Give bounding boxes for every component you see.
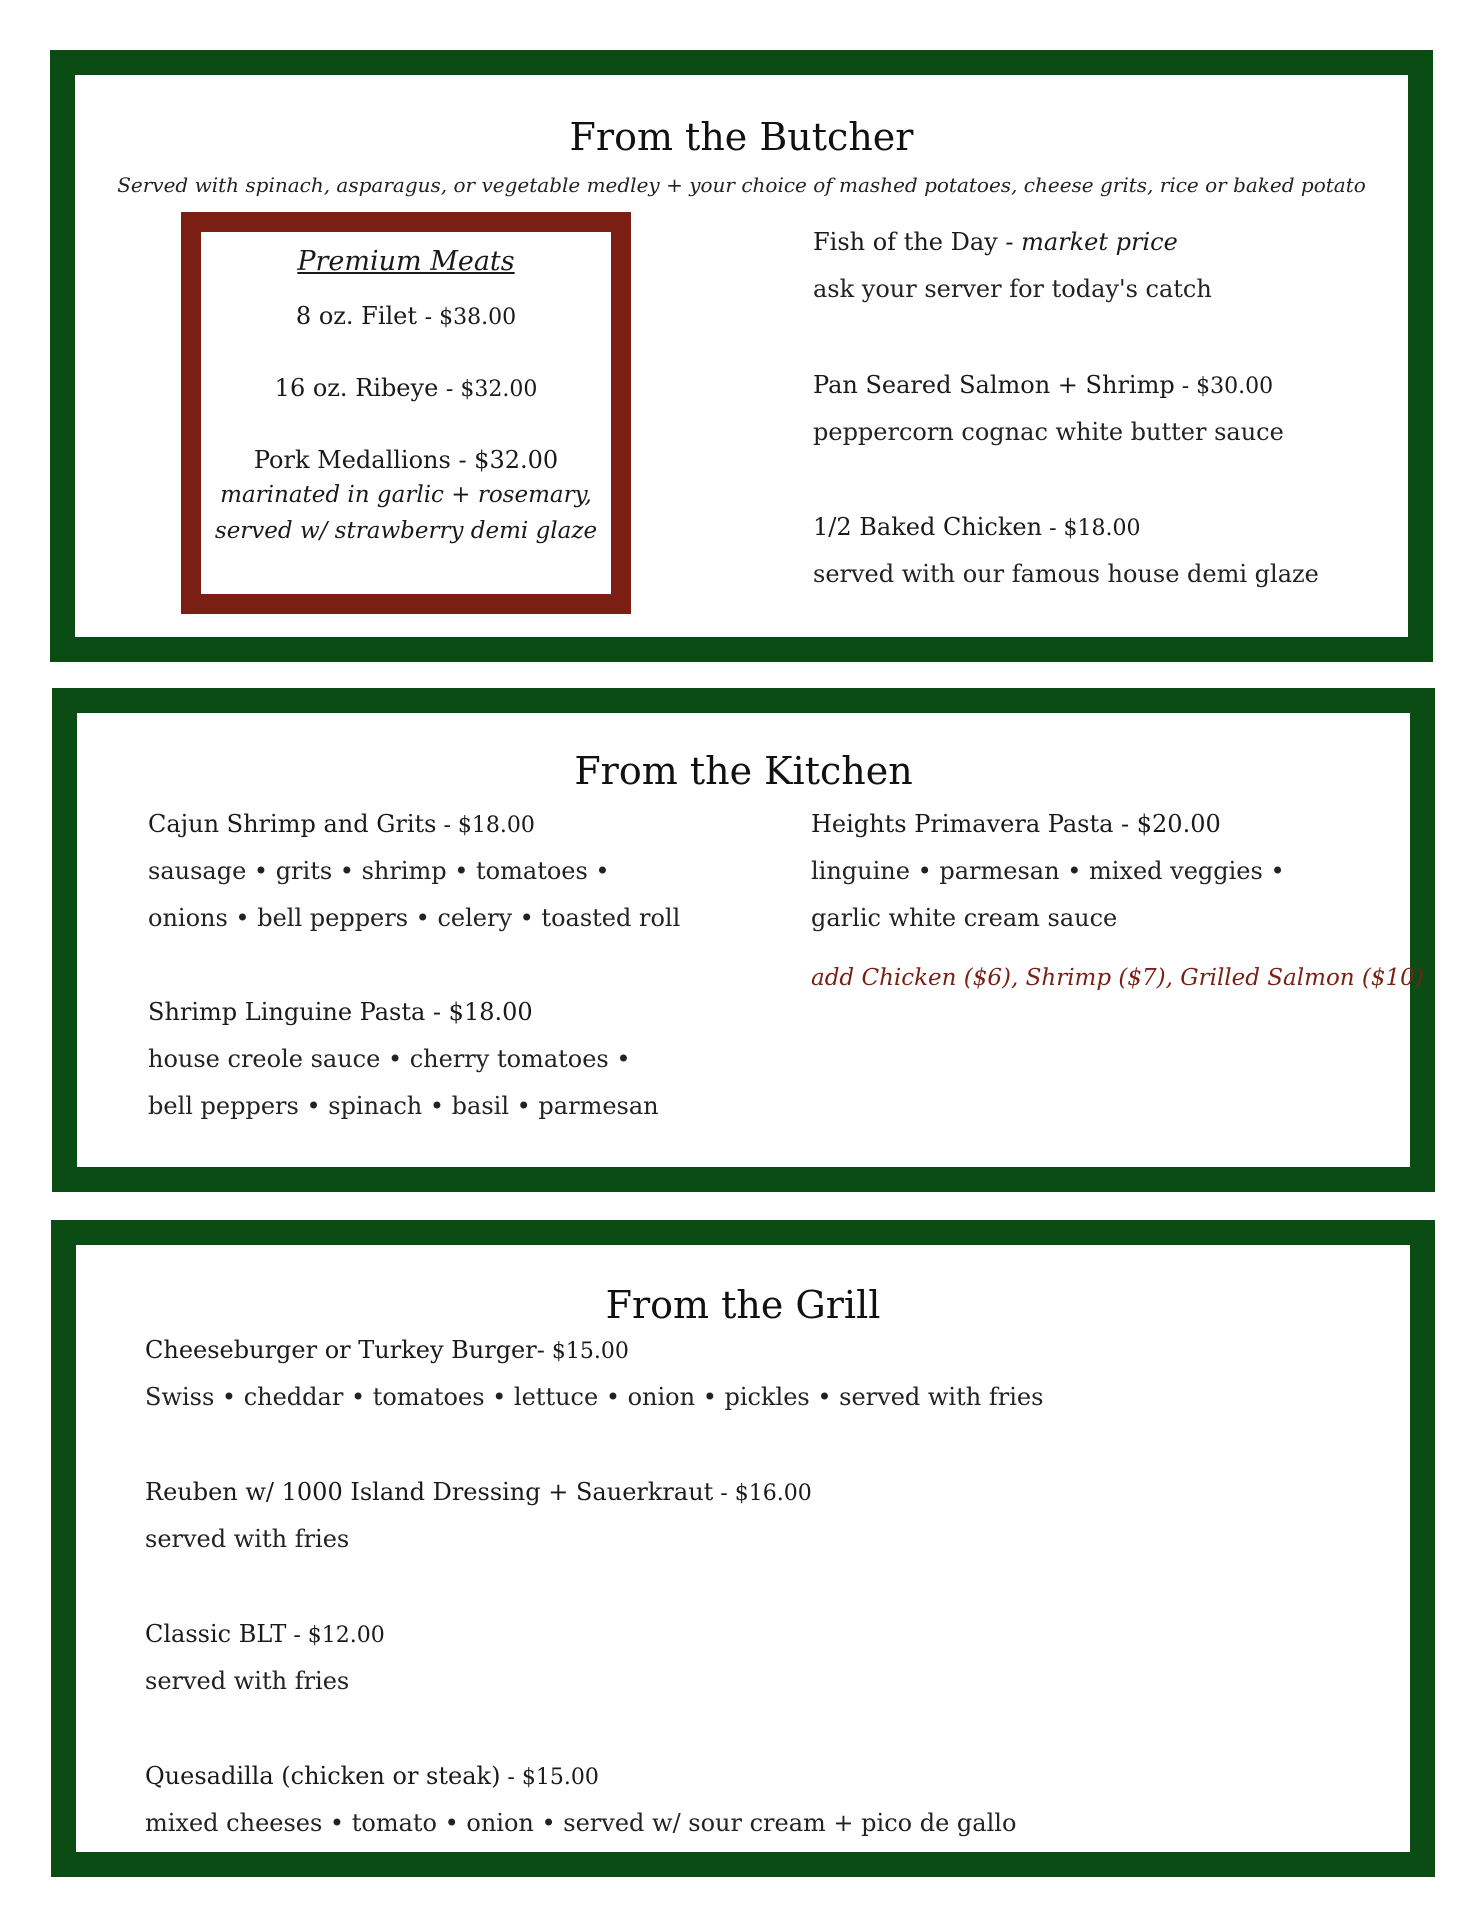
menu-item-baked-chicken	[813, 513, 1140, 541]
item-name: Cheeseburger or Turkey Burger-	[145, 1336, 545, 1364]
item-price: - $38.00	[424, 305, 517, 330]
kitchen-section	[52, 688, 1435, 1192]
cajun-desc-2: onions • bell peppers • celery • toasted roll	[148, 904, 681, 932]
item-name: 8 oz. Filet	[295, 302, 418, 330]
menu-item-salmon-shrimp	[813, 371, 1273, 399]
item-price: - $12.00	[286, 1623, 385, 1648]
pork-desc-line-1: marinated in garlic + rosemary,	[220, 482, 592, 508]
menu-item-quesadilla	[145, 1762, 599, 1790]
item-price: - $16.00	[713, 1481, 812, 1506]
primavera-desc-1: linguine • parmesan • mixed veggies •	[811, 857, 1285, 885]
linguine-desc-1: house creole sauce • cherry tomatoes •	[148, 1045, 631, 1073]
blt-desc: served with fries	[145, 1667, 350, 1695]
menu-item-blt	[145, 1620, 385, 1648]
item-price: - market price	[997, 228, 1178, 256]
burger-desc: Swiss • cheddar • tomatoes • lettuce • onion • pickles • served with fries	[145, 1383, 1044, 1411]
menu-item-shrimp-linguine: Shrimp Linguine Pasta - $18.00	[148, 998, 533, 1026]
grill-title: From the Grill	[605, 1283, 881, 1327]
item-price: - $15.00	[500, 1765, 599, 1790]
cajun-desc-1: sausage • grits • shrimp • tomatoes •	[148, 857, 610, 885]
desc-part: famous house demi glaze	[1004, 560, 1319, 588]
item-name: Cajun Shrimp and Grits	[148, 810, 437, 838]
desc-part: served with our	[813, 560, 1005, 588]
menu-item-burger	[145, 1336, 629, 1364]
butcher-section	[50, 50, 1433, 662]
item-name: 1/2 Baked Chicken	[813, 513, 1043, 541]
menu-item-reuben	[145, 1478, 812, 1506]
linguine-desc-2: bell peppers • spinach • basil • parmesan	[148, 1092, 659, 1120]
item-name: Reuben w/ 1000 Island Dressing + Sauerkraut	[145, 1478, 714, 1506]
salmon-desc: peppercorn cognac white butter sauce	[813, 418, 1284, 446]
item-price: - $18.00	[436, 813, 535, 838]
item-name: Classic BLT	[145, 1620, 287, 1648]
pasta-addons: add Chicken ($6), Shrimp ($7), Grilled Salmon ($10)	[811, 965, 1424, 991]
item-price: - $32.00	[445, 377, 538, 402]
reuben-desc: served with fries	[145, 1525, 350, 1553]
pork-desc-line-2: served w/ strawberry demi glaze	[214, 518, 598, 544]
item-name: Fish of the Day	[813, 228, 998, 256]
item-price: - $30.00	[1174, 374, 1274, 399]
item-price: $15.00	[544, 1339, 629, 1364]
primavera-desc-2: garlic white cream sauce	[811, 904, 1118, 932]
fish-desc: ask your server for today's catch	[813, 275, 1212, 303]
menu-item-filet	[201, 302, 611, 330]
grill-section	[51, 1220, 1435, 1877]
premium-meats-heading: Premium Meats	[297, 246, 515, 277]
menu-item-pork-medallions: Pork Medallions - $32.00	[253, 446, 559, 474]
menu-item-ribeye	[201, 374, 611, 402]
butcher-title: From the Butcher	[569, 115, 914, 159]
quesadilla-desc: mixed cheeses • tomato • onion • served w/ sour cream + pico de gallo	[145, 1809, 1017, 1837]
item-name: Quesadilla (chicken or steak)	[145, 1762, 501, 1790]
menu-item-primavera-pasta: Heights Primavera Pasta - $20.00	[811, 810, 1221, 838]
chicken-desc	[813, 560, 1319, 588]
menu-item-fish-of-the-day	[813, 228, 1178, 256]
item-name: Pan Seared Salmon + Shrimp	[813, 371, 1175, 399]
kitchen-title: From the Kitchen	[574, 749, 913, 793]
butcher-subtitle: Served with spinach, asparagus, or vegetable medley + your choice of mashed potatoes, cheese grits, rice or baked potato	[117, 173, 1366, 197]
item-price: - $18.00	[1042, 516, 1141, 541]
item-name: 16 oz. Ribeye	[274, 374, 439, 402]
premium-meats-box	[181, 212, 631, 614]
menu-item-cajun-shrimp-grits	[148, 810, 535, 838]
